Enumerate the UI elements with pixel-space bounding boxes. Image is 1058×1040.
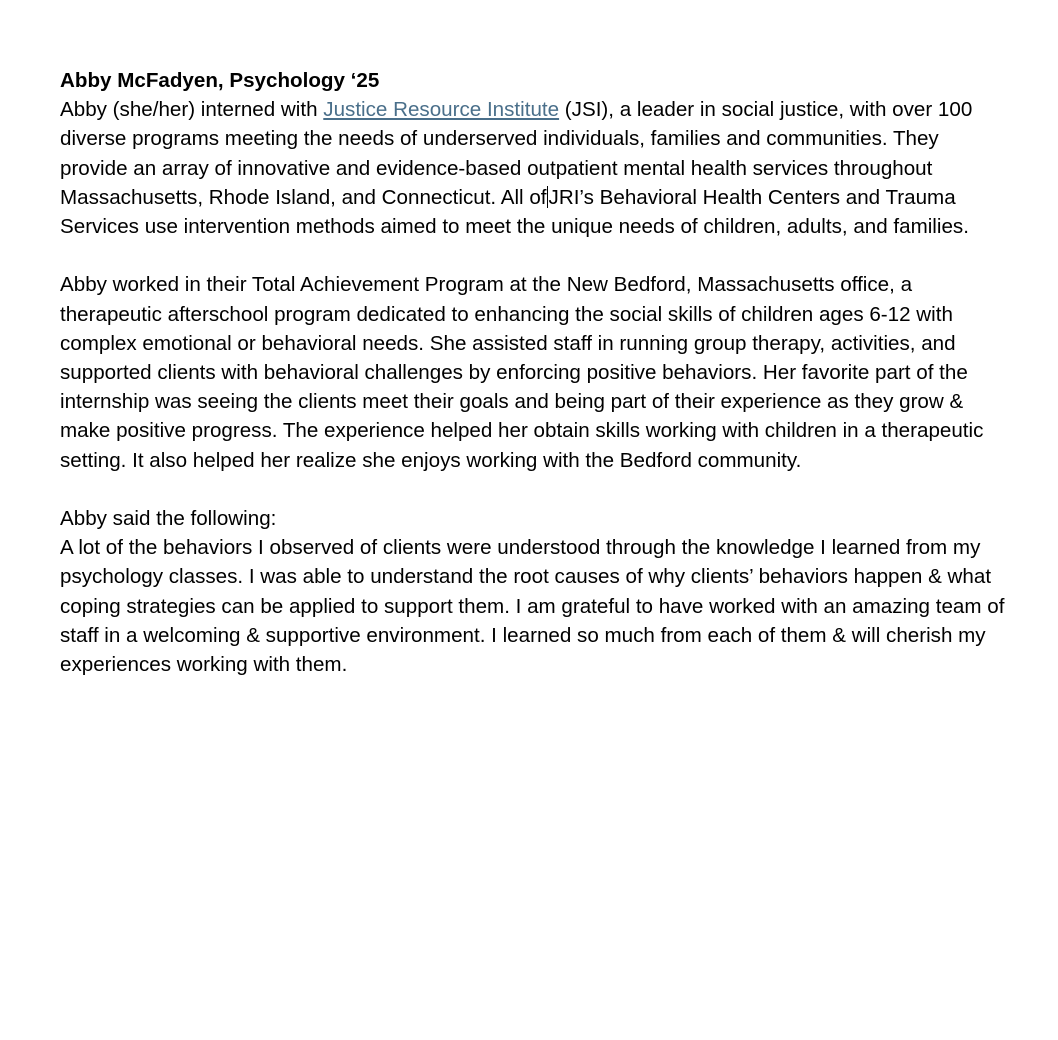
quote-intro: Abby said the following: — [60, 507, 277, 531]
program-paragraph: Abby worked in their Total Achievement Program at the New Bedford, Massachusetts office, a therapeutic afterschool program dedicated to enhancing the social skills of children ages 6-12 with complex emotional or behavioral needs. She assisted staff in running group therapy, activities, and supported clients with behavioral challenges by enforcing positive behaviors. Her favorite part of the internship was seeing the clients meet their goals and being part of their experience as they grow & make positive progress. The experience helped her obtain skills working with children in a therapeutic setting. It also helped her realize she enjoys working with the Bedford community. — [60, 273, 984, 472]
intro-text-after-link: (JSI), a leader in social justice, with over 100 diverse programs meeting the needs of underserved individuals, families and communities. They provide an array of innovative and evidence-based outpatient mental health services throughout Massachusetts, Rhode Island, and Connecticut. All of — [60, 98, 973, 209]
document-title: Abby McFadyen, Psychology ‘25 — [60, 69, 380, 92]
intro-text-after-cursor: JRI’s Behavioral Health Centers and Trauma Services use intervention methods aimed to meet the unique needs of children, adults, and families. — [60, 185, 969, 239]
intro-text-before-link: Abby (she/her) interned with — [60, 98, 324, 122]
quote-paragraph — [60, 504, 1010, 679]
text-cursor — [547, 186, 548, 208]
quote-text: A lot of the behaviors I observed of clients were understood through the knowledge I learned from my psychology classes. I was able to understand the root causes of why clients’ behaviors happen & what coping strategies can be applied to support them. I am grateful to have worked with an amazing team of staff in a welcoming & supportive environment. I learned so much from each of them & will cherish my experiences working with them. — [60, 536, 1005, 677]
intro-paragraph — [60, 66, 1010, 241]
document-page — [60, 66, 1010, 679]
justice-resource-institute-link[interactable]: Justice Resource Institute — [323, 98, 560, 122]
